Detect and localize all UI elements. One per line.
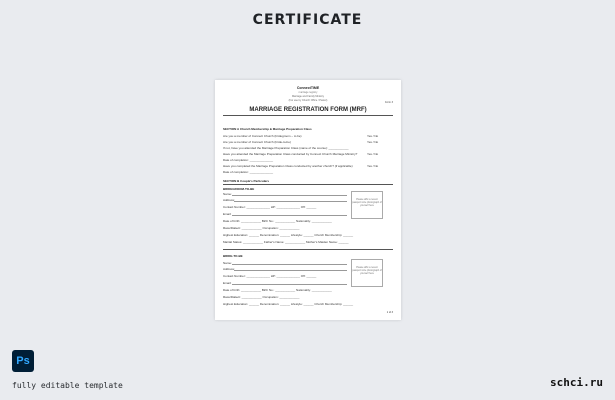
template-caption: fully editable template (12, 381, 123, 390)
page-number: 1 of 3 (386, 311, 393, 314)
groom-field: Name: (223, 192, 232, 196)
section-a-row: If not, have you attended the Marriage Preparation Class (name of the course): ____________ (223, 146, 349, 150)
field-line (234, 201, 347, 202)
field-line (232, 195, 347, 196)
divider (223, 184, 393, 185)
section-a-row: Are you a member of Connect Church (bride-to-be) (223, 140, 291, 144)
section-a-row: Date of completion: ______________ (223, 170, 274, 174)
document-preview (215, 80, 401, 320)
groom-field: Race/Dialect: ____________ Occupation: ____________ (223, 226, 300, 230)
header-line-1: Marriage and Family Ministry (291, 95, 325, 98)
field-line (234, 270, 347, 271)
divider (223, 115, 393, 116)
section-a-title: SECTION A Church Membership & Marriage Preparation Class (223, 127, 312, 131)
divider (223, 249, 393, 250)
photo-instruction: Please affix a recent passport size photograph of yourself here (352, 198, 382, 207)
page-title: CERTIFICATE (252, 12, 363, 28)
section-a-row: Are you a member of Connect Church (bridegroom – to be) (223, 134, 302, 138)
section-a-answer: Yes / No (367, 164, 379, 168)
bride-heading: BRIDE-TO-BE (223, 254, 243, 258)
section-a-answer: Yes / No (367, 152, 379, 156)
section-a-answer: Yes / No (367, 134, 379, 138)
groom-field: Email: (223, 212, 232, 216)
section-b-title: SECTION B Couple's Particulars (223, 179, 270, 183)
bride-field: Address: (223, 267, 235, 271)
photo-box (351, 259, 383, 287)
bride-field: Email: (223, 281, 232, 285)
bride-field: Race/Dialect: ____________ Occupation: ____________ (223, 295, 300, 299)
photo-box (351, 191, 383, 219)
form-title: MARRIAGE REGISTRATION FORM (MRF) (249, 107, 367, 113)
groom-field: Contact Number: ______________ HP: ______________ Off: ______ (223, 205, 317, 209)
form-number: Form 3 (385, 101, 393, 104)
bride-field: Name: (223, 261, 232, 265)
header-line-2: (For use by Church Office / Pastor) (288, 99, 328, 102)
groom-heading: BRIDEGROOM-TO-BE (223, 187, 255, 191)
section-a-row: Have you attended the Marriage Preparation Class conducted by Connect Church Marriage Ministry? (223, 152, 358, 156)
section-a-row: Have you completed the Marriage Preparation Class conducted by another church? (if applicable) (223, 164, 353, 168)
bride-field: Highest Education: ______ Denomination: ______ Lifestyle: ______ Church Membership: ______ (223, 302, 354, 306)
groom-field: Marital Status: ____________ Father's Name: ____________ Mother's Maiden Name: ______ (223, 240, 349, 244)
photo-instruction: Please affix a recent passport size photograph of yourself here (352, 266, 382, 275)
field-line (232, 264, 347, 265)
logo-subtext: marriage registry (298, 91, 318, 94)
groom-field: Date of birth: ____________ Birth No.: ____________ Nationality: ____________ (223, 219, 332, 223)
groom-field: Address: (223, 198, 235, 202)
field-line (232, 284, 347, 285)
field-line (232, 215, 347, 216)
groom-field: Highest Education: ______ Denomination: ______ Lifestyle: ______ Church Membership: ______ (223, 233, 354, 237)
photoshop-icon: Ps (12, 350, 34, 372)
section-a-answer: Yes / No (367, 140, 379, 144)
section-a-row: Date of completion: ______________ (223, 158, 274, 162)
bride-field: Contact Number: ______________ HP: ______________ Off: ______ (223, 274, 317, 278)
logo-text: ConnectTIME (296, 86, 320, 90)
site-watermark: schci.ru (550, 376, 603, 389)
bride-field: Date of birth: ____________ Birth No.: ____________ Nationality: ____________ (223, 288, 332, 292)
